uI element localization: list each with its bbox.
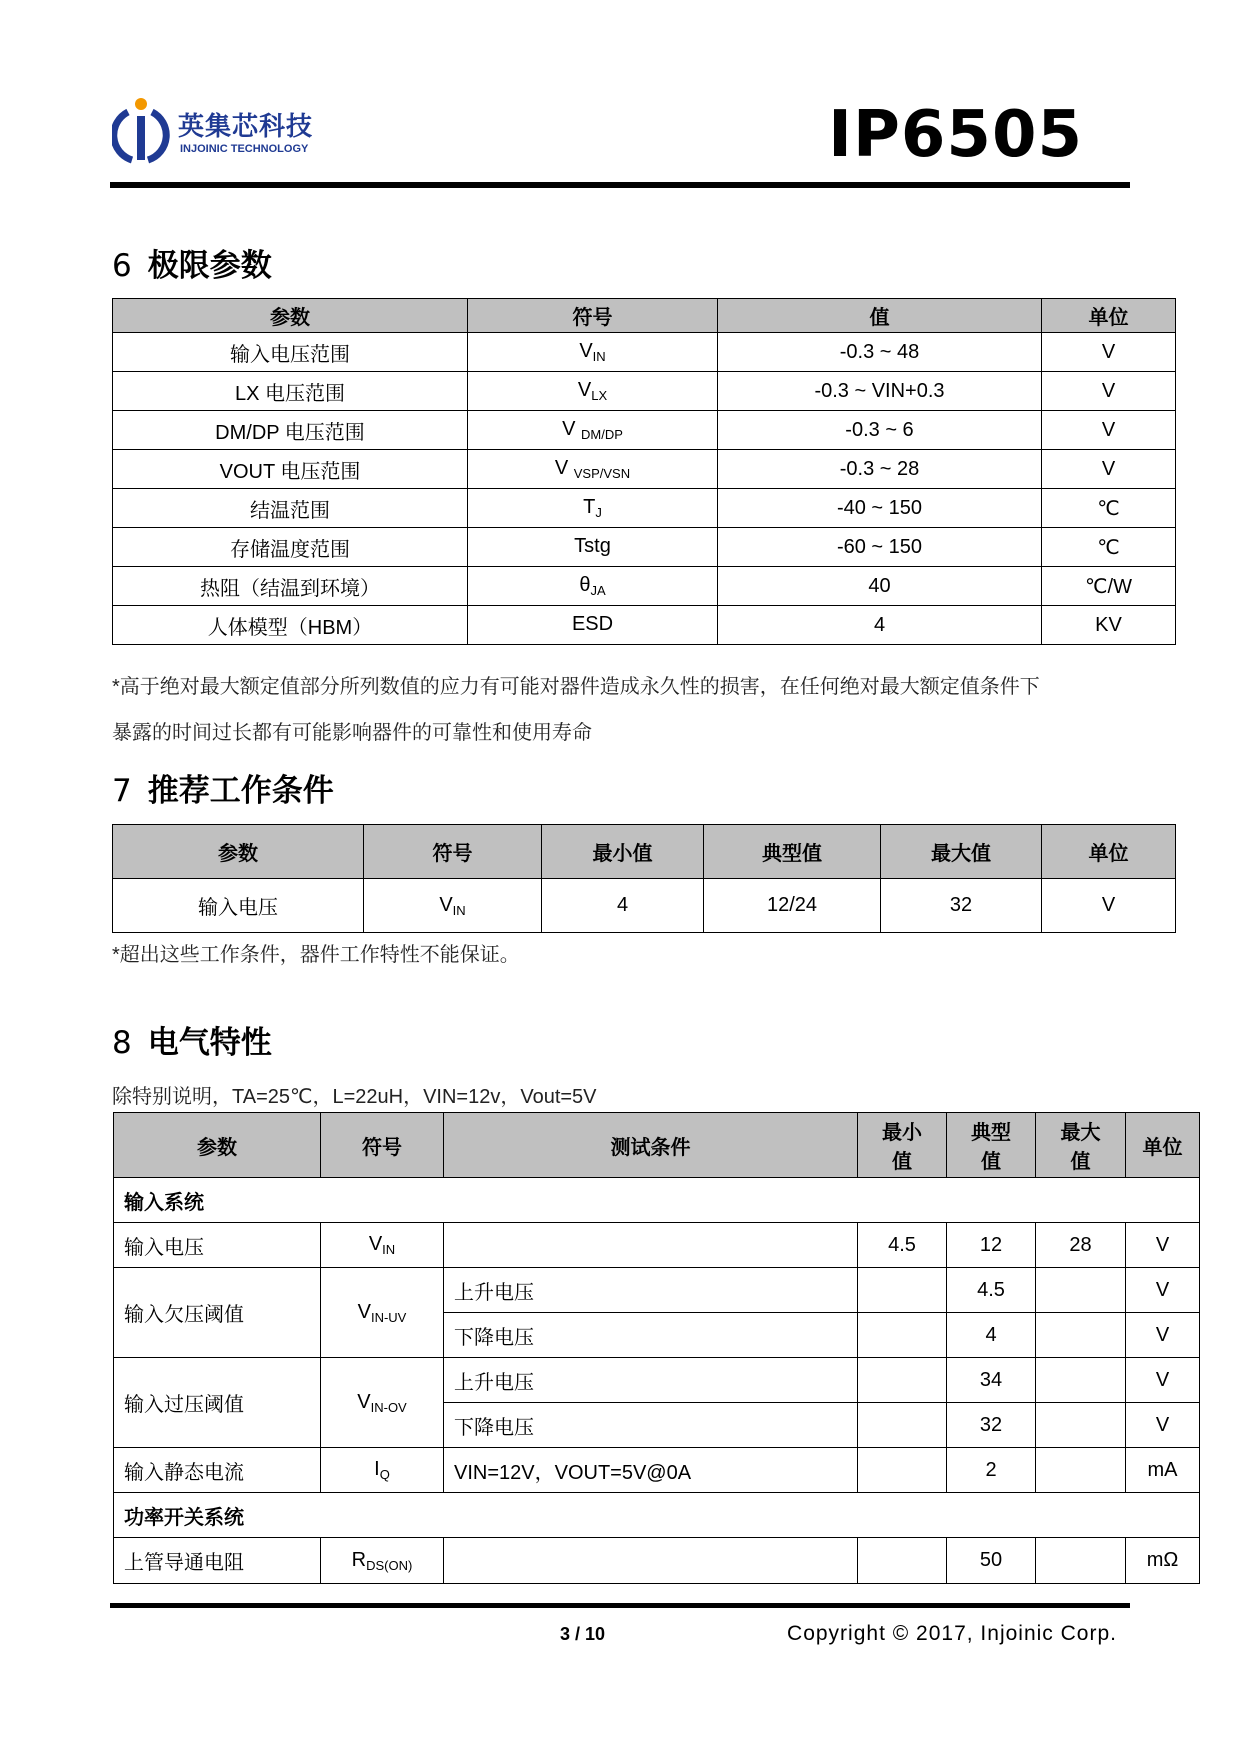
typ-cell: 50 <box>947 1538 1036 1584</box>
abs-max-note-2 <box>112 716 592 745</box>
table-header-row <box>113 299 1176 333</box>
param-cell: 存储温度范围 <box>113 528 468 567</box>
symbol: V <box>577 379 592 401</box>
unit-cell: V <box>1042 372 1176 411</box>
symbol-cell <box>468 333 718 372</box>
col-header-min <box>858 1113 947 1178</box>
group-row <box>114 1178 1200 1223</box>
table-row <box>114 1223 1200 1268</box>
min-cell: 4.5 <box>858 1223 947 1268</box>
condition-cell: 下降电压 <box>444 1403 858 1448</box>
min-cell <box>858 1538 947 1584</box>
value-cell: -0.3 ~ VIN+0.3 <box>718 372 1042 411</box>
col-header: 单位 <box>1042 299 1176 333</box>
symbol: I <box>374 1458 380 1480</box>
test-condition-line <box>112 1080 597 1109</box>
max-cell <box>1036 1313 1126 1358</box>
table-row <box>113 489 1176 528</box>
col-header: 最大值 <box>881 825 1042 879</box>
symbol: R <box>351 1548 367 1571</box>
product-title: IP6505 <box>828 98 1083 172</box>
table-row <box>113 411 1176 450</box>
symbol-cell <box>321 1448 444 1493</box>
group-label: 功率开关系统 <box>114 1493 1200 1538</box>
note-line: *高于绝对最大额定值部分所列数值的应力有可能对器件造成永久性的损害，在任何绝对最大额定值条件下 <box>112 676 1040 698</box>
symbol: ESD <box>571 613 614 635</box>
condition-text: 除特别说明，TA=25℃，L=22uH，VIN=12v，Vout=5V <box>112 1086 597 1108</box>
param-cell: LX 电压范围 <box>113 372 468 411</box>
symbol: V <box>357 1300 371 1323</box>
logo-chinese-text: 英集芯科技 <box>178 111 314 141</box>
symbol-cell <box>321 1358 444 1448</box>
condition-cell <box>444 1538 858 1584</box>
symbol-cell <box>468 411 718 450</box>
header-rule <box>110 182 1130 188</box>
col-header: 参数 <box>113 299 468 333</box>
max-cell <box>1036 1403 1126 1448</box>
unit-cell: V <box>1126 1358 1200 1403</box>
header-text: 值 <box>892 1151 912 1173</box>
value-cell: -0.3 ~ 48 <box>718 333 1042 372</box>
typ-cell: 12/24 <box>704 879 881 933</box>
unit-cell: V <box>1126 1313 1200 1358</box>
symbol-subscript: DM/DP <box>581 427 623 442</box>
typ-cell: 12 <box>947 1223 1036 1268</box>
typ-cell: 4.5 <box>947 1268 1036 1313</box>
symbol-cell <box>321 1538 444 1584</box>
value-cell: -0.3 ~ 6 <box>718 411 1042 450</box>
symbol-subscript: IN <box>592 349 606 364</box>
symbol-cell <box>468 450 718 489</box>
value-cell: -0.3 ~ 28 <box>718 450 1042 489</box>
col-header: 单位 <box>1126 1113 1200 1178</box>
col-header: 单位 <box>1042 825 1176 879</box>
condition-cell <box>444 1223 858 1268</box>
col-header: 符号 <box>468 299 718 333</box>
header-text: 值 <box>1070 1151 1091 1173</box>
min-cell <box>858 1358 947 1403</box>
note-line: 暴露的时间过长都有可能影响器件的可靠性和使用寿命 <box>112 722 592 744</box>
table-row <box>113 372 1176 411</box>
col-header: 参数 <box>113 825 364 879</box>
param-cell: 输入电压 <box>113 879 364 933</box>
col-header: 典型值 <box>704 825 881 879</box>
param-cell: 输入静态电流 <box>114 1448 321 1493</box>
note-line: *超出这些工作条件，器件工作特性不能保证。 <box>112 944 520 966</box>
param-cell: 人体模型（HBM） <box>113 606 468 645</box>
unit-cell: ℃ <box>1042 528 1176 567</box>
condition-cell: VIN=12V，VOUT=5V@0A <box>444 1448 858 1493</box>
min-cell: 4 <box>542 879 704 933</box>
symbol-cell <box>468 567 718 606</box>
symbol-subscript: IN <box>382 1242 396 1257</box>
table-row <box>113 450 1176 489</box>
value-cell: -60 ~ 150 <box>718 528 1042 567</box>
table-header-row <box>114 1113 1200 1178</box>
section-number: 8 <box>112 1025 132 1061</box>
symbol: T <box>583 496 596 518</box>
min-cell <box>858 1313 947 1358</box>
recommended-note <box>112 938 520 967</box>
header-text: 值 <box>981 1151 1001 1173</box>
typ-cell: 34 <box>947 1358 1036 1403</box>
table-row <box>114 1538 1200 1584</box>
table-row <box>114 1448 1200 1493</box>
symbol-cell <box>321 1268 444 1358</box>
table-row <box>114 1358 1200 1403</box>
min-cell <box>858 1403 947 1448</box>
header-text: 最大 <box>1060 1122 1101 1144</box>
symbol: V <box>554 457 574 479</box>
condition-cell: 下降电压 <box>444 1313 858 1358</box>
section-title: 极限参数 <box>147 248 272 284</box>
param-cell: 上管导通电阻 <box>114 1538 321 1584</box>
symbol-subscript: IN-UV <box>370 1309 407 1325</box>
section-7-heading <box>112 765 334 810</box>
param-cell: 结温范围 <box>113 489 468 528</box>
section-title: 推荐工作条件 <box>147 773 334 809</box>
condition-cell: 上升电压 <box>444 1358 858 1403</box>
value-cell: -40 ~ 150 <box>718 489 1042 528</box>
param-cell: 输入电压范围 <box>113 333 468 372</box>
typ-cell: 4 <box>947 1313 1036 1358</box>
max-cell: 28 <box>1036 1223 1126 1268</box>
max-cell <box>1036 1358 1126 1403</box>
table-row <box>113 606 1176 645</box>
symbol: V <box>439 893 453 916</box>
symbol: V <box>357 1390 371 1413</box>
max-cell <box>1036 1268 1126 1313</box>
unit-cell: ℃ <box>1042 489 1176 528</box>
symbol-subscript: Q <box>379 1467 390 1482</box>
param-cell: 输入电压 <box>114 1223 321 1268</box>
symbol: V <box>368 1233 383 1255</box>
col-header-typ <box>947 1113 1036 1178</box>
abs-max-note <box>112 670 1040 699</box>
electrical-characteristics-table <box>113 1112 1200 1584</box>
min-cell <box>858 1448 947 1493</box>
symbol-subscript: JA <box>590 583 606 598</box>
table-row <box>113 567 1176 606</box>
col-header: 最小值 <box>542 825 704 879</box>
symbol-subscript: IN <box>452 902 466 918</box>
param-cell: DM/DP 电压范围 <box>113 411 468 450</box>
page-number: 3 / 10 <box>560 1624 606 1644</box>
col-header: 测试条件 <box>444 1113 858 1178</box>
unit-cell: mA <box>1126 1448 1200 1493</box>
unit-cell: ℃/W <box>1042 567 1176 606</box>
typ-cell: 32 <box>947 1403 1036 1448</box>
unit-cell: KV <box>1042 606 1176 645</box>
param-cell: 热阻（结温到环境） <box>113 567 468 606</box>
col-header: 值 <box>718 299 1042 333</box>
table-row <box>113 333 1176 372</box>
section-number: 7 <box>112 773 132 809</box>
value-cell: 4 <box>718 606 1042 645</box>
footer-rule <box>110 1603 1130 1608</box>
unit-cell: V <box>1042 450 1176 489</box>
typ-cell: 2 <box>947 1448 1036 1493</box>
symbol-cell <box>321 1223 444 1268</box>
min-cell <box>858 1268 947 1313</box>
symbol: Tstg <box>574 535 611 557</box>
col-header: 符号 <box>364 825 542 879</box>
logo-english-text: INJOINIC TECHNOLOGY <box>180 143 309 155</box>
symbol-cell <box>468 372 718 411</box>
value-cell: 40 <box>718 567 1042 606</box>
symbol-cell <box>364 879 542 933</box>
param-cell: 输入过压阈值 <box>114 1358 321 1448</box>
section-6-heading <box>112 240 272 285</box>
symbol-subscript: J <box>595 505 602 520</box>
unit-cell: mΩ <box>1126 1538 1200 1584</box>
table-row <box>113 879 1176 933</box>
symbol-cell <box>468 489 718 528</box>
max-cell: 32 <box>881 879 1042 933</box>
unit-cell: V <box>1126 1268 1200 1313</box>
symbol-subscript: IN-OV <box>370 1399 407 1415</box>
condition-cell: 上升电压 <box>444 1268 858 1313</box>
absolute-max-table <box>112 298 1176 645</box>
symbol: V <box>579 340 593 362</box>
symbol-subscript: DS(ON) <box>366 1557 413 1573</box>
group-label: 输入系统 <box>114 1178 1200 1223</box>
max-cell <box>1036 1448 1126 1493</box>
unit-cell: V <box>1042 879 1176 933</box>
table-row <box>113 528 1176 567</box>
param-cell: VOUT 电压范围 <box>113 450 468 489</box>
col-header: 参数 <box>114 1113 321 1178</box>
col-header-max <box>1036 1113 1126 1178</box>
col-header: 符号 <box>321 1113 444 1178</box>
header-text: 典型 <box>971 1122 1011 1144</box>
section-title: 电气特性 <box>147 1025 272 1061</box>
param-cell: 输入欠压阈值 <box>114 1268 321 1358</box>
header-text: 最小 <box>882 1122 922 1144</box>
unit-cell: V <box>1042 411 1176 450</box>
symbol-subscript: LX <box>591 388 608 403</box>
unit-cell: V <box>1126 1403 1200 1448</box>
logo-mark-icon <box>112 98 174 164</box>
copyright: Copyright © 2017, Injoinic Corp. <box>787 1622 1117 1645</box>
max-cell <box>1036 1538 1126 1584</box>
symbol-subscript: VSP/VSN <box>573 466 631 481</box>
company-logo <box>112 98 327 164</box>
table-row <box>114 1268 1200 1313</box>
symbol-cell <box>468 528 718 567</box>
section-8-heading <box>112 1017 272 1062</box>
symbol: V <box>562 418 581 440</box>
symbol-cell <box>468 606 718 645</box>
recommended-conditions-table <box>112 824 1176 933</box>
unit-cell: V <box>1042 333 1176 372</box>
symbol: θ <box>579 574 591 596</box>
group-row <box>114 1493 1200 1538</box>
section-number: 6 <box>112 248 132 284</box>
unit-cell: V <box>1126 1223 1200 1268</box>
table-header-row <box>113 825 1176 879</box>
